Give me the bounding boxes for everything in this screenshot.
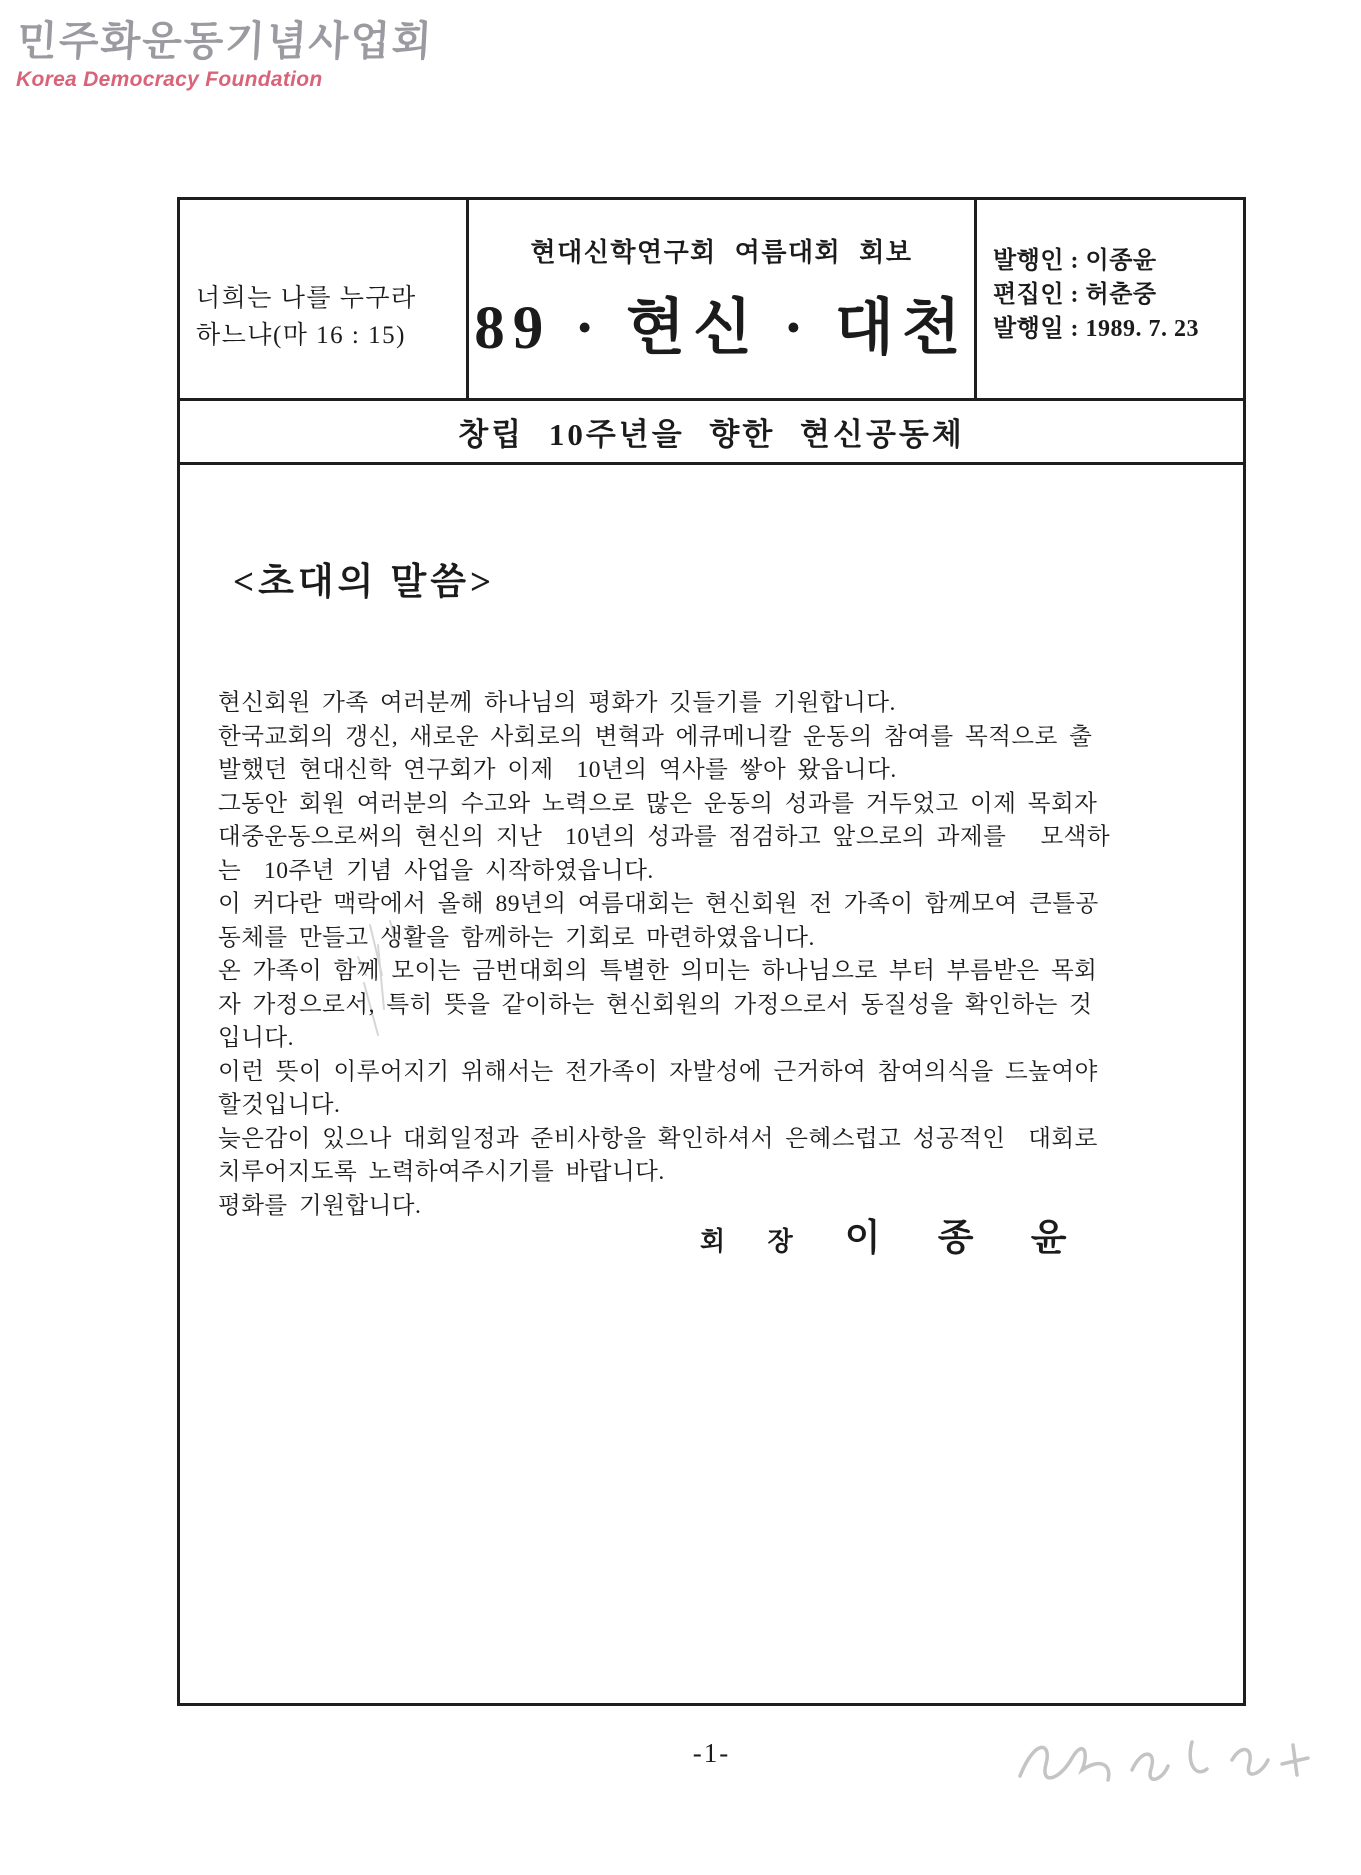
banner-row — [180, 401, 1243, 465]
letter-body — [218, 687, 1110, 1223]
bible-verse-line1: 너희는 나를 누구라 — [196, 285, 417, 312]
masthead-title: 89 · 현신 · 대천 — [474, 295, 969, 362]
archive-logo — [16, 8, 435, 92]
bible-verse-line2: 하느냐(마 16 : 15) — [196, 322, 406, 349]
letter-body-line: 한국교회의 갱신, 새로운 사회로의 변혁과 에큐메니칼 운동의 참여를 목적으로 출 — [218, 723, 1093, 750]
letter-body-line: 발했던 현대신학 연구회가 이제 10년의 역사를 쌓아 왔읍니다. — [218, 757, 897, 783]
bible-verse-cell — [180, 200, 469, 398]
letter-body-line: 이 커다란 맥락에서 올해 89년의 여름대회는 현신회원 전 가족이 함께모여 큰틀공 — [218, 891, 1099, 917]
letter-body-line: 동체를 만들고 생활을 함께하는 기회로 마련하였읍니다. — [218, 924, 815, 951]
publication-info-line: 발행인 : 이종윤 — [993, 248, 1157, 274]
letter-body-line: 대중운동으로써의 현신의 지난 10년의 성과를 점검하고 앞으로의 과제를 모색하 — [218, 824, 1111, 850]
banner-text: 창립 10주년을 향한 현신공동체 — [458, 417, 965, 452]
masthead-kicker: 현대신학연구회 여름대회 회보 — [530, 238, 913, 267]
masthead-row — [180, 200, 1243, 401]
letter-body-line: 현신회원 가족 여러분께 하나님의 평화가 깃들기를 기원합니다. — [218, 690, 896, 716]
letter-body-line: 자 가정으로서, 특히 뜻을 같이하는 현신회원의 가정으로서 동질성을 확인하는 것 — [218, 991, 1093, 1018]
letter-body-line: 온 가족이 함께 모이는 금번대회의 특별한 의미는 하나님으로 부터 부름받은 목회 — [218, 958, 1098, 984]
signature-name: 이 종 윤 — [844, 1218, 1091, 1259]
letter-body-line: 치루어지도록 노력하여주시기를 바랍니다. — [218, 1159, 665, 1185]
publication-info-line: 발행일 : 1989. 7. 23 — [993, 316, 1200, 342]
letter-body-line: 그동안 회원 여러분의 수고와 노력으로 많은 운동의 성과를 거두었고 이제 목회자 — [218, 790, 1098, 817]
letter-body-line: 는 10주년 기념 사업을 시작하였읍니다. — [218, 857, 654, 884]
signature-row — [700, 1207, 1090, 1261]
signature-title: 회 장 — [700, 1227, 811, 1256]
handwriting-scribble — [990, 1698, 1320, 1803]
publication-info-cell — [977, 200, 1243, 398]
letter-body-line: 입니다. — [218, 1025, 294, 1051]
archive-logo-korean: 민주화운동기념사업회 — [16, 18, 435, 64]
page-number: -1- — [692, 1738, 731, 1768]
archive-logo-english: Korea Democracy Foundation — [16, 68, 323, 91]
publication-info-line: 편집인 : 허춘중 — [993, 282, 1157, 308]
letter-heading: <초대의 말씀> — [233, 562, 496, 603]
letter-body-line: 평화를 기원합니다. — [218, 1192, 422, 1219]
masthead-title-cell — [469, 200, 977, 398]
letter-body-line: 늦은감이 있으나 대회일정과 준비사항을 확인하셔서 은혜스럽고 성공적인 대회로 — [218, 1125, 1098, 1152]
letter-content — [180, 465, 1243, 1703]
letter-body-line: 할것입니다. — [218, 1092, 341, 1118]
letter-body-line: 이런 뜻이 이루어지기 위해서는 전가족이 자발성에 근거하여 참여의식을 드높여야 — [218, 1058, 1098, 1085]
newsletter-frame — [177, 197, 1246, 1706]
